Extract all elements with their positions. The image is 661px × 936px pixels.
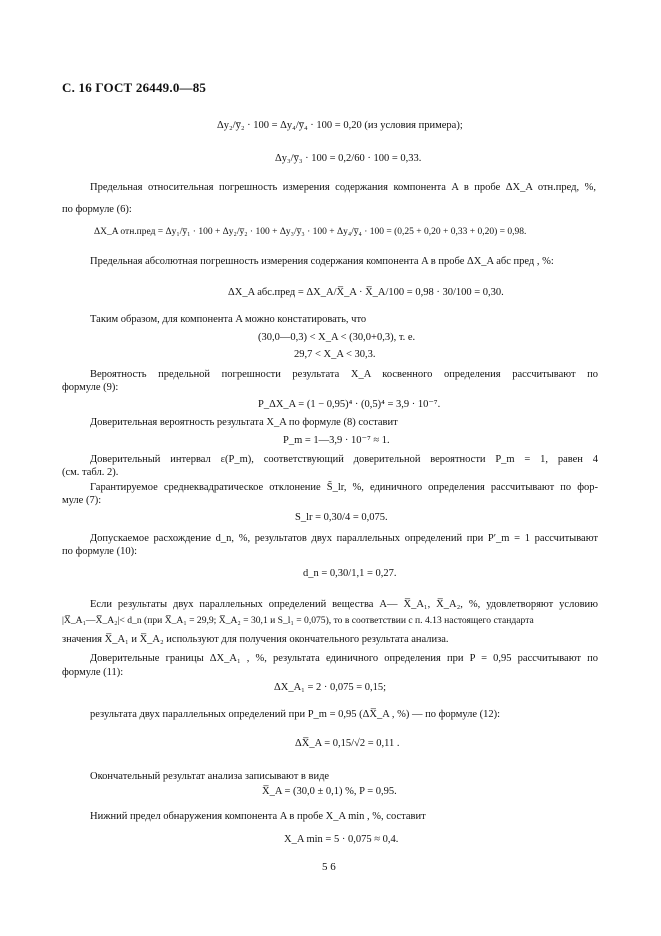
formula-line: Δy₂/y̅₂ · 100 = Δy₄/y̅₄ · 100 = 0,20 (из условия примера); bbox=[217, 120, 463, 131]
formula-line: P_ΔX_A = (1 − 0,95)⁴ · (0,5)⁴ = 3,9 · 10⁻⁷. bbox=[258, 399, 441, 410]
paragraph-line: Если результаты двух параллельных определений вещества A— X̅_A₁, X̅_A₂, %, удовлетворяют условию bbox=[90, 599, 598, 610]
formula-line: (30,0—0,3) < X_A < (30,0+0,3), т. е. bbox=[258, 332, 416, 343]
paragraph-line: Гарантируемое среднеквадратическое отклонение S̃_lr, %, единичного определения рассчитывают по фор- bbox=[90, 482, 598, 493]
paragraph-line: |X̅_A₁—X̅_A₂|< d_n (при X̅_A₁ = 29,9; X̅_A₂ = 30,1 и S_l₁ = 0,075), то в соответствии с п. 4.13 настоящего стандарта bbox=[62, 615, 534, 626]
paragraph-line: Предельная абсолютная погрешность измерения содержания компонента A в пробе ΔX_A абс пред , %: bbox=[90, 256, 554, 267]
formula-line: d_n = 0,30/1,1 = 0,27. bbox=[303, 568, 397, 579]
formula-line: Δy₃/y̅₃ · 100 = 0,2/60 · 100 = 0,33. bbox=[275, 153, 422, 164]
paragraph-line: Доверительная вероятность результата X_A по формуле (8) составит bbox=[90, 417, 398, 428]
paragraph-line: Доверительный интервал ε(P_m), соответствующий доверительной вероятности P_m = 1, равен 4 bbox=[90, 454, 598, 465]
paragraph-line: Нижний предел обнаружения компонента A в пробе X_A min , %, составит bbox=[90, 811, 426, 822]
paragraph-line: по формуле (10): bbox=[62, 546, 138, 557]
paragraph-line: муле (7): bbox=[62, 495, 102, 506]
paragraph-line: (см. табл. 2). bbox=[62, 467, 119, 478]
formula-line: ΔX_A абс.пред = ΔX_A/X̅_A · X̅_A/100 = 0,98 · 30/100 = 0,30. bbox=[228, 287, 504, 298]
paragraph-line: Таким образом, для компонента A можно констатировать, что bbox=[90, 314, 367, 325]
formula-line: 29,7 < X_A < 30,3. bbox=[294, 349, 376, 360]
paragraph-line: Окончательный результат анализа записывают в виде bbox=[90, 771, 330, 782]
formula-line: ΔX̅_A = 0,15/√2 = 0,11 . bbox=[295, 738, 400, 749]
formula-line: X̅_A = (30,0 ± 0,1) %, P = 0,95. bbox=[262, 786, 397, 797]
paragraph-line: значения X̅_A₁ и X̅_A₂ используют для получения окончательного результата анализа. bbox=[62, 634, 449, 645]
paragraph-line: результата двух параллельных определений при P_m = 0,95 (ΔX̅_A , %) — по формуле (12): bbox=[90, 709, 501, 720]
paragraph-line: Допускаемое расхождение d_n, %, результатов двух параллельных определений при P′_m = 1 рассчитывают bbox=[90, 533, 598, 544]
formula-line: ΔX_A отн.пред = Δy₁/y̅₁ · 100 + Δy₂/y̅₂ · 100 + Δy₃/y̅₃ · 100 + Δy₄/y̅₄ · 100 = (0,25 + 0,20 + 0,33 + 0,20) = 0,98. bbox=[94, 227, 527, 237]
formula-line: ΔX_A₁ = 2 · 0,075 = 0,15; bbox=[274, 682, 387, 693]
paragraph-line: формуле (11): bbox=[62, 667, 124, 678]
paragraph-line: по формуле (6): bbox=[62, 204, 132, 215]
page-header: С. 16 ГОСТ 26449.0—85 bbox=[62, 80, 207, 95]
formula-line: X_A min = 5 · 0,075 ≈ 0,4. bbox=[284, 834, 399, 845]
paragraph-line: Доверительные границы ΔX_A₁ , %, результата единичного определения при P = 0,95 рассчитывают по bbox=[90, 653, 598, 664]
formula-line: S_lr = 0,30/4 = 0,075. bbox=[295, 512, 388, 523]
paragraph-line: Предельная относительная погрешность измерения содержания компонента A в пробе ΔX_A отн.пред, %, bbox=[90, 182, 596, 193]
paragraph-line: Вероятность предельной погрешности результата X_A косвенного определения рассчитывают по bbox=[90, 369, 598, 380]
formula-line: P_m = 1—3,9 · 10⁻⁷ ≈ 1. bbox=[283, 435, 390, 446]
paragraph-line: формуле (9): bbox=[62, 382, 119, 393]
page-number: 5 6 bbox=[322, 861, 336, 873]
